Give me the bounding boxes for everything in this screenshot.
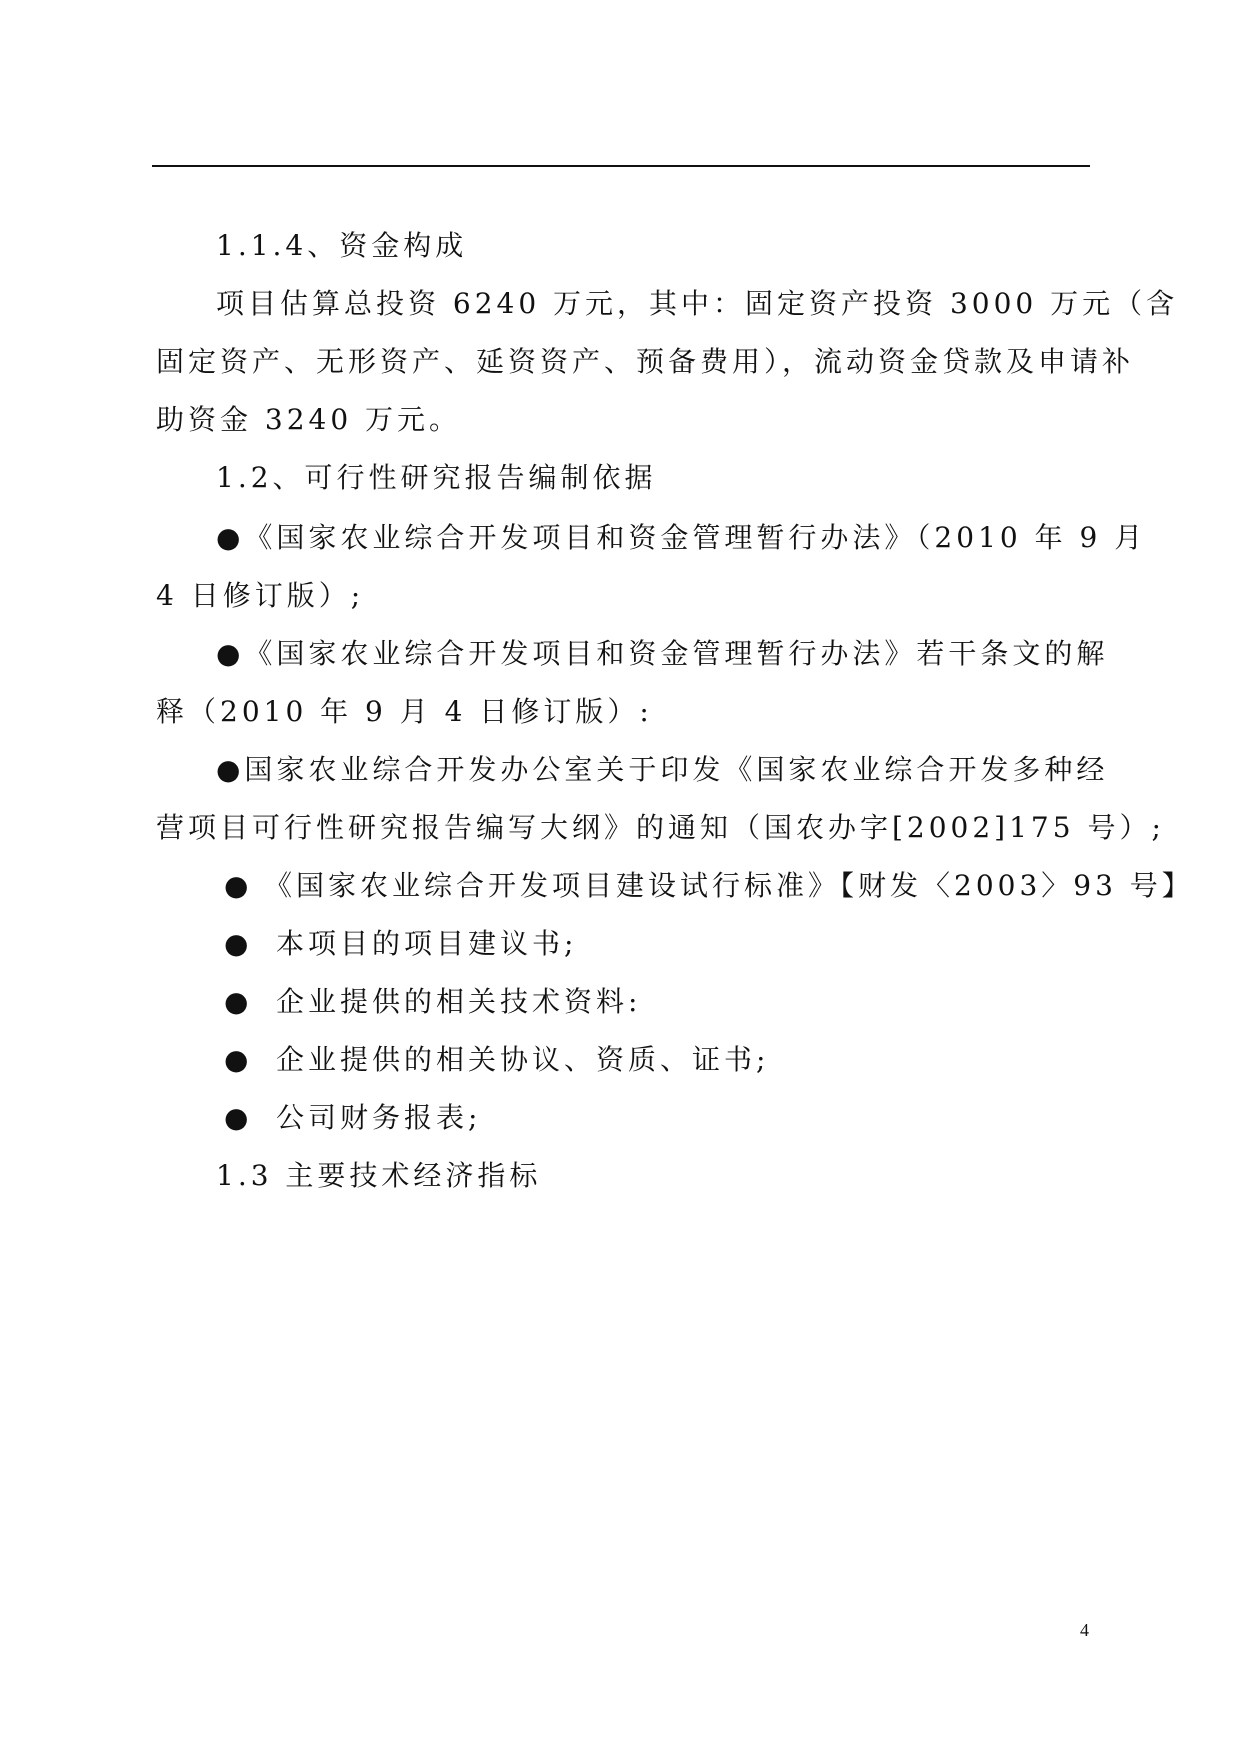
bullet-dot-icon: ● xyxy=(224,1043,253,1076)
basis-item-3-line-2: 营项目可行性研究报告编写大纲》的通知（国农办字[2002]175 号）; xyxy=(156,811,1165,844)
basis-item-2-line-2: 释（2010 年 9 月 4 日修订版）: xyxy=(156,695,653,728)
basis-item-1-line-2: 4 日修订版）; xyxy=(156,579,365,612)
basis-list-item-text: 公司财务报表; xyxy=(276,1101,482,1134)
section-1-1-4-heading: 1.1.4、资金构成 xyxy=(216,229,468,262)
basis-item-1-line-1: ●《国家农业综合开发项目和资金管理暂行办法》（2010 年 9 月 xyxy=(216,521,1147,554)
basis-list-item-text: 企业提供的相关技术资料: xyxy=(276,985,642,1018)
bullet-dot-icon: ● xyxy=(224,1101,253,1134)
basis-list-item-text: 本项目的项目建议书; xyxy=(276,927,578,960)
page-number: 4 xyxy=(1080,1620,1089,1640)
bullet-dot-icon: ● xyxy=(224,927,253,960)
section-1-3-heading: 1.3 主要技术经济指标 xyxy=(216,1159,542,1192)
funding-paragraph-line-3: 助资金 3240 万元。 xyxy=(156,403,462,436)
header-rule xyxy=(152,165,1090,167)
bullet-dot-icon: ● xyxy=(224,869,253,902)
basis-item-2-line-1: ●《国家农业综合开发项目和资金管理暂行办法》若干条文的解 xyxy=(216,637,1109,670)
section-1-2-heading: 1.2、可行性研究报告编制依据 xyxy=(216,461,657,494)
basis-list-item-text: 《国家农业综合开发项目建设试行标准》【财发〈2003〉93 号】 xyxy=(264,869,1194,902)
bullet-dot-icon: ● xyxy=(224,985,253,1018)
funding-paragraph-line-2: 固定资产、无形资产、延资资产、预备费用），流动资金贷款及申请补 xyxy=(156,345,1135,378)
funding-paragraph-line-1: 项目估算总投资 6240 万元，其中：固定资产投资 3000 万元（含 xyxy=(216,287,1179,320)
basis-list-item-text: 企业提供的相关协议、资质、证书; xyxy=(276,1043,770,1076)
basis-item-3-line-1: ●国家农业综合开发办公室关于印发《国家农业综合开发多种经 xyxy=(216,753,1109,786)
